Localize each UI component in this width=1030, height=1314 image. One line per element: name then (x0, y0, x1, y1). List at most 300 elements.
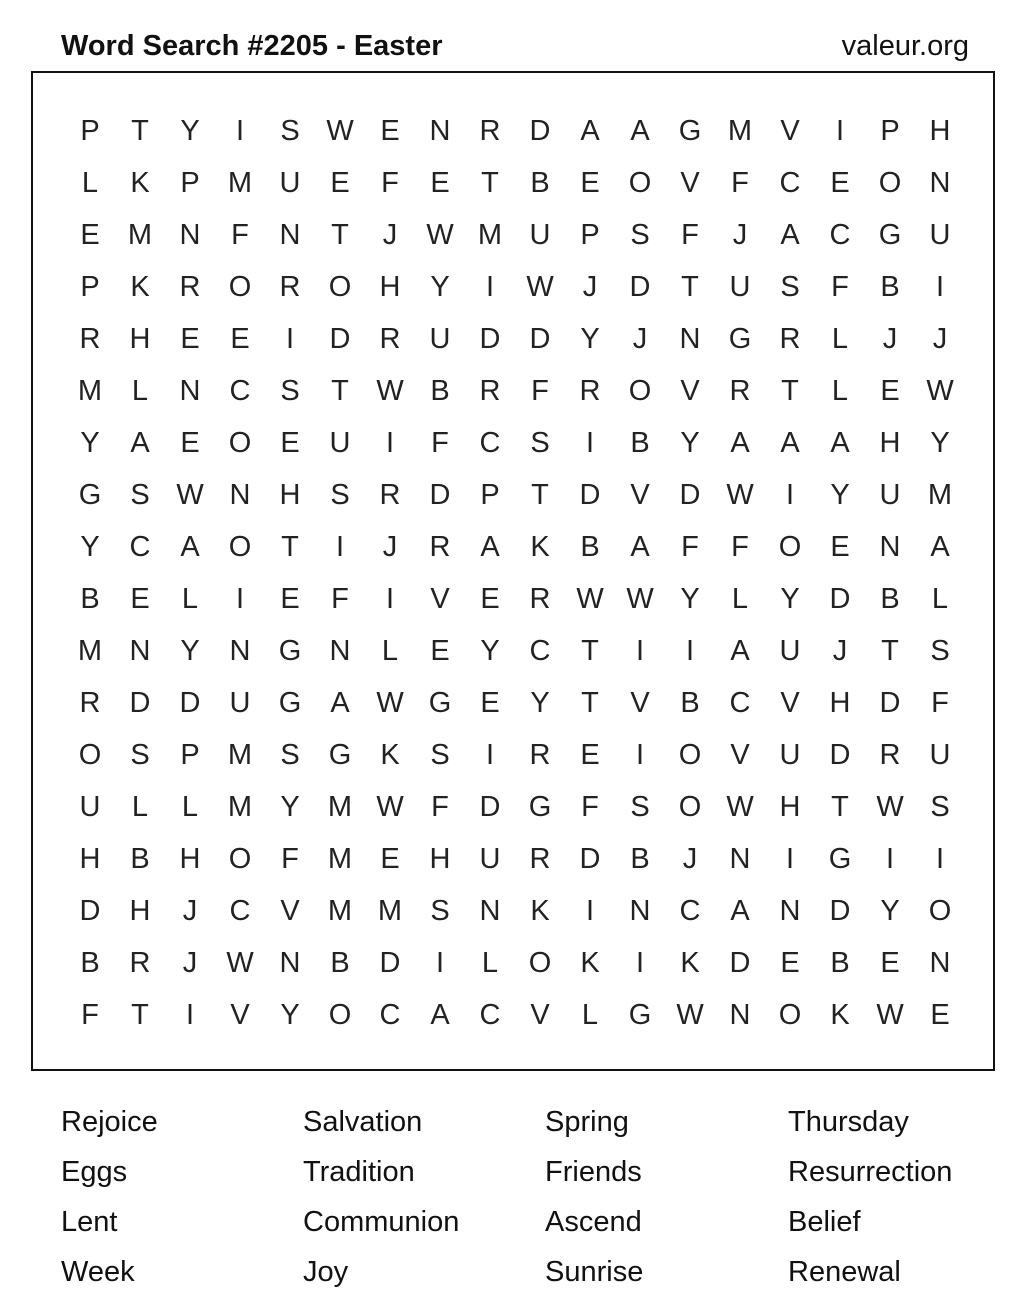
grid-letter: O (528, 947, 552, 979)
grid-letter: N (179, 219, 201, 251)
grid-letter: D (879, 687, 901, 719)
grid-letter: I (335, 531, 345, 563)
grid-letter: G (278, 687, 302, 719)
grid-letter: H (379, 271, 401, 303)
grid-letter: E (930, 999, 950, 1031)
grid-letter: O (928, 895, 952, 927)
grid-letter: T (331, 375, 349, 407)
grid-letter: D (379, 947, 401, 979)
grid-letter: M (77, 635, 103, 667)
grid-letter: U (929, 219, 951, 251)
grid-letter: C (229, 375, 251, 407)
grid-letter: R (779, 323, 801, 355)
grid-letter: S (630, 219, 650, 251)
grid-letter: H (79, 843, 101, 875)
grid-letter: D (579, 843, 601, 875)
grid-letter: O (228, 271, 252, 303)
word-list-item: Week (61, 1256, 135, 1288)
grid-letter: N (779, 895, 801, 927)
grid-letter: T (831, 791, 849, 823)
grid-letter: I (585, 427, 595, 459)
grid-letter: W (676, 999, 704, 1031)
grid-letter: W (726, 479, 754, 511)
grid-letter: S (330, 479, 350, 511)
grid-letter: L (81, 167, 99, 199)
grid-letter: N (729, 999, 751, 1031)
word-list-item: Tradition (303, 1156, 415, 1188)
grid-letter: N (129, 635, 151, 667)
grid-letter: W (876, 999, 904, 1031)
grid-letter: F (731, 167, 749, 199)
grid-letter: N (229, 479, 251, 511)
grid-letter: E (280, 583, 300, 615)
grid-letter: A (630, 531, 650, 563)
grid-letter: T (881, 635, 899, 667)
grid-letter: B (830, 947, 850, 979)
grid-letter: U (329, 427, 351, 459)
grid-letter: W (326, 115, 354, 147)
grid-letter: E (180, 323, 200, 355)
grid-letter: D (79, 895, 101, 927)
grid-letter: G (678, 115, 702, 147)
grid-letter: U (279, 167, 301, 199)
grid-letter: S (530, 427, 550, 459)
grid-letter: W (376, 791, 404, 823)
grid-letter: I (235, 115, 245, 147)
grid-letter: E (130, 583, 150, 615)
grid-letter: R (79, 687, 101, 719)
grid-letter: Y (280, 999, 300, 1031)
grid-letter: Y (680, 427, 700, 459)
grid-letter: N (279, 219, 301, 251)
grid-letter: E (830, 167, 850, 199)
grid-letter: F (331, 583, 349, 615)
grid-letter: A (730, 427, 750, 459)
grid-letter: B (630, 427, 650, 459)
word-list-item: Resurrection (788, 1156, 953, 1188)
grid-letter: R (479, 375, 501, 407)
grid-letter: O (678, 739, 702, 771)
grid-letter: V (630, 687, 650, 719)
grid-letter: T (581, 635, 599, 667)
grid-letter: D (829, 895, 851, 927)
grid-letter: J (382, 531, 398, 563)
grid-letter: F (931, 687, 949, 719)
word-list-column (303, 1097, 459, 1297)
grid-letter: D (729, 947, 751, 979)
grid-letter: Y (80, 531, 100, 563)
grid-letter: I (935, 843, 945, 875)
grid-letter: F (831, 271, 849, 303)
grid-letter: A (780, 219, 800, 251)
grid-letter: G (728, 323, 752, 355)
grid-letter: E (230, 323, 250, 355)
grid-letter: C (779, 167, 801, 199)
grid-letter: A (730, 635, 750, 667)
grid-letter: O (228, 427, 252, 459)
grid-letter: I (785, 479, 795, 511)
grid-letter: I (635, 947, 645, 979)
grid-letter: A (480, 531, 500, 563)
word-list-item: Ascend (545, 1206, 642, 1238)
grid-letter: B (130, 843, 150, 875)
grid-letter: W (526, 271, 554, 303)
grid-letter: H (429, 843, 451, 875)
grid-letter: O (628, 167, 652, 199)
grid-letter: K (130, 271, 150, 303)
grid-letter: E (780, 947, 800, 979)
letter-grid (33, 73, 997, 1073)
grid-letter: T (481, 167, 499, 199)
grid-letter: V (230, 999, 250, 1031)
grid-letter: A (830, 427, 850, 459)
grid-letter: R (379, 323, 401, 355)
grid-letter: O (228, 843, 252, 875)
grid-letter: J (582, 271, 598, 303)
grid-letter: O (328, 999, 352, 1031)
grid-letter: E (880, 947, 900, 979)
grid-letter: W (726, 791, 754, 823)
grid-letter: A (180, 531, 200, 563)
grid-letter: I (885, 843, 895, 875)
grid-letter: H (129, 323, 151, 355)
grid-letter: K (680, 947, 700, 979)
grid-letter: V (530, 999, 550, 1031)
grid-letter: P (80, 271, 100, 303)
grid-letter: M (227, 167, 253, 199)
grid-letter: E (280, 427, 300, 459)
grid-letter: J (882, 323, 898, 355)
grid-letter: V (430, 583, 450, 615)
grid-letter: E (830, 531, 850, 563)
grid-letter: E (380, 843, 400, 875)
grid-letter: W (376, 375, 404, 407)
grid-letter: O (678, 791, 702, 823)
grid-letter: W (426, 219, 454, 251)
grid-letter: R (529, 843, 551, 875)
grid-letter: F (381, 167, 399, 199)
grid-letter: M (377, 895, 403, 927)
word-list-item: Spring (545, 1106, 629, 1138)
grid-letter: G (278, 635, 302, 667)
grid-letter: V (780, 687, 800, 719)
grid-letter: U (929, 739, 951, 771)
grid-letter: W (576, 583, 604, 615)
grid-letter: E (430, 167, 450, 199)
grid-letter: D (829, 739, 851, 771)
grid-letter: H (279, 479, 301, 511)
grid-letter: M (227, 739, 253, 771)
grid-letter: T (131, 999, 149, 1031)
word-list-item: Sunrise (545, 1256, 644, 1288)
grid-letter: N (729, 843, 751, 875)
grid-letter: K (530, 531, 550, 563)
grid-letter: Y (880, 895, 900, 927)
grid-letter: O (628, 375, 652, 407)
grid-letter: T (781, 375, 799, 407)
grid-letter: M (477, 219, 503, 251)
grid-letter: R (879, 739, 901, 771)
grid-letter: L (831, 323, 849, 355)
grid-letter: H (829, 687, 851, 719)
grid-letter: D (429, 479, 451, 511)
grid-letter: L (131, 791, 149, 823)
grid-letter: T (581, 687, 599, 719)
word-list-item: Salvation (303, 1106, 423, 1138)
grid-letter: A (430, 999, 450, 1031)
grid-letter: M (927, 479, 953, 511)
grid-letter: G (428, 687, 452, 719)
grid-letter: E (180, 427, 200, 459)
puzzle-box (31, 71, 995, 1071)
grid-letter: Y (80, 427, 100, 459)
word-list-item: Rejoice (61, 1106, 158, 1138)
grid-letter: Y (180, 635, 200, 667)
grid-letter: D (579, 479, 601, 511)
grid-letter: U (79, 791, 101, 823)
grid-letter: T (531, 479, 549, 511)
grid-letter: O (778, 531, 802, 563)
word-list-item: Thursday (788, 1106, 909, 1138)
grid-letter: E (430, 635, 450, 667)
grid-letter: N (679, 323, 701, 355)
grid-letter: W (376, 687, 404, 719)
grid-letter: L (181, 791, 199, 823)
grid-letter: R (279, 271, 301, 303)
grid-letter: C (529, 635, 551, 667)
grid-letter: K (830, 999, 850, 1031)
grid-letter: O (878, 167, 902, 199)
grid-letter: L (181, 583, 199, 615)
grid-letter: U (779, 635, 801, 667)
grid-letter: Y (430, 271, 450, 303)
grid-letter: S (280, 739, 300, 771)
grid-letter: F (431, 791, 449, 823)
grid-letter: M (327, 895, 353, 927)
grid-letter: O (328, 271, 352, 303)
grid-letter: B (680, 687, 700, 719)
word-list (61, 1097, 1021, 1307)
page-header (61, 28, 969, 68)
grid-letter: A (730, 895, 750, 927)
word-list-column (545, 1097, 643, 1297)
grid-letter: W (626, 583, 654, 615)
grid-letter: A (330, 687, 350, 719)
grid-letter: Y (780, 583, 800, 615)
grid-letter: L (131, 375, 149, 407)
grid-letter: R (79, 323, 101, 355)
grid-letter: W (226, 947, 254, 979)
grid-letter: F (81, 999, 99, 1031)
grid-letter: A (130, 427, 150, 459)
grid-letter: P (480, 479, 500, 511)
grid-letter: E (580, 167, 600, 199)
grid-letter: S (130, 739, 150, 771)
grid-letter: U (529, 219, 551, 251)
grid-letter: B (880, 583, 900, 615)
grid-letter: O (228, 531, 252, 563)
grid-letter: W (926, 375, 954, 407)
grid-letter: T (681, 271, 699, 303)
grid-letter: N (879, 531, 901, 563)
grid-letter: I (785, 843, 795, 875)
grid-letter: E (380, 115, 400, 147)
grid-letter: C (829, 219, 851, 251)
grid-letter: B (80, 947, 100, 979)
grid-letter: L (381, 635, 399, 667)
word-list-column (788, 1097, 952, 1297)
grid-letter: T (281, 531, 299, 563)
grid-letter: L (481, 947, 499, 979)
grid-letter: R (179, 271, 201, 303)
grid-letter: C (479, 999, 501, 1031)
grid-letter: V (680, 375, 700, 407)
word-list-column (61, 1097, 158, 1297)
grid-letter: V (780, 115, 800, 147)
grid-letter: F (681, 531, 699, 563)
grid-letter: R (429, 531, 451, 563)
grid-letter: F (531, 375, 549, 407)
grid-letter: O (78, 739, 102, 771)
grid-letter: N (229, 635, 251, 667)
word-list-item: Belief (788, 1206, 861, 1238)
grid-letter: G (528, 791, 552, 823)
grid-letter: W (876, 791, 904, 823)
grid-letter: N (279, 947, 301, 979)
grid-letter: J (182, 947, 198, 979)
grid-letter: Y (680, 583, 700, 615)
grid-letter: C (229, 895, 251, 927)
grid-letter: I (485, 739, 495, 771)
grid-letter: J (932, 323, 948, 355)
grid-letter: A (780, 427, 800, 459)
grid-letter: U (729, 271, 751, 303)
grid-letter: G (328, 739, 352, 771)
grid-letter: B (430, 375, 450, 407)
grid-letter: D (629, 271, 651, 303)
grid-letter: E (580, 739, 600, 771)
grid-letter: R (479, 115, 501, 147)
grid-letter: B (630, 843, 650, 875)
grid-letter: I (185, 999, 195, 1031)
grid-letter: U (479, 843, 501, 875)
grid-letter: M (327, 843, 353, 875)
grid-letter: H (179, 843, 201, 875)
word-list-item: Renewal (788, 1256, 901, 1288)
word-list-item: Friends (545, 1156, 642, 1188)
grid-letter: B (80, 583, 100, 615)
word-list-item: Communion (303, 1206, 460, 1238)
grid-letter: S (780, 271, 800, 303)
grid-letter: C (379, 999, 401, 1031)
grid-letter: S (430, 739, 450, 771)
grid-letter: G (878, 219, 902, 251)
grid-letter: J (832, 635, 848, 667)
grid-letter: H (779, 791, 801, 823)
grid-letter: V (680, 167, 700, 199)
grid-letter: L (581, 999, 599, 1031)
grid-letter: I (685, 635, 695, 667)
grid-letter: D (329, 323, 351, 355)
grid-letter: T (131, 115, 149, 147)
grid-letter: J (682, 843, 698, 875)
grid-letter: Y (830, 479, 850, 511)
grid-letter: S (280, 375, 300, 407)
grid-letter: S (280, 115, 300, 147)
grid-letter: B (530, 167, 550, 199)
grid-letter: B (580, 531, 600, 563)
grid-letter: J (182, 895, 198, 927)
grid-letter: I (635, 635, 645, 667)
grid-letter: V (630, 479, 650, 511)
grid-letter: D (179, 687, 201, 719)
grid-letter: F (231, 219, 249, 251)
grid-letter: V (730, 739, 750, 771)
grid-letter: E (480, 583, 500, 615)
word-list-item: Lent (61, 1206, 118, 1238)
grid-letter: S (430, 895, 450, 927)
grid-letter: Y (580, 323, 600, 355)
grid-letter: E (880, 375, 900, 407)
puzzle-title: Word Search #2205 - Easter (61, 30, 443, 62)
grid-letter: C (729, 687, 751, 719)
grid-letter: A (930, 531, 950, 563)
grid-letter: D (529, 115, 551, 147)
grid-letter: I (935, 271, 945, 303)
grid-letter: S (930, 635, 950, 667)
grid-letter: K (130, 167, 150, 199)
grid-letter: N (929, 167, 951, 199)
grid-letter: G (78, 479, 102, 511)
grid-letter: P (580, 219, 600, 251)
grid-letter: H (879, 427, 901, 459)
grid-letter: I (385, 427, 395, 459)
site-name: valeur.org (841, 30, 969, 62)
grid-letter: I (485, 271, 495, 303)
grid-letter: R (529, 739, 551, 771)
grid-letter: Y (180, 115, 200, 147)
grid-letter: F (731, 531, 749, 563)
grid-letter: M (327, 791, 353, 823)
grid-letter: W (176, 479, 204, 511)
grid-letter: P (180, 167, 200, 199)
grid-letter: Y (530, 687, 550, 719)
grid-letter: D (829, 583, 851, 615)
grid-letter: C (479, 427, 501, 459)
grid-letter: F (281, 843, 299, 875)
grid-letter: J (732, 219, 748, 251)
grid-letter: B (880, 271, 900, 303)
grid-letter: D (479, 791, 501, 823)
grid-letter: R (529, 583, 551, 615)
grid-letter: I (635, 739, 645, 771)
grid-letter: M (727, 115, 753, 147)
grid-letter: L (831, 375, 849, 407)
grid-letter: D (129, 687, 151, 719)
grid-letter: N (629, 895, 651, 927)
grid-letter: G (628, 999, 652, 1031)
grid-letter: I (435, 947, 445, 979)
grid-letter: M (77, 375, 103, 407)
grid-letter: D (679, 479, 701, 511)
grid-letter: I (835, 115, 845, 147)
grid-letter: K (380, 739, 400, 771)
grid-letter: F (431, 427, 449, 459)
grid-letter: N (179, 375, 201, 407)
grid-letter: D (529, 323, 551, 355)
grid-letter: K (530, 895, 550, 927)
grid-letter: P (180, 739, 200, 771)
